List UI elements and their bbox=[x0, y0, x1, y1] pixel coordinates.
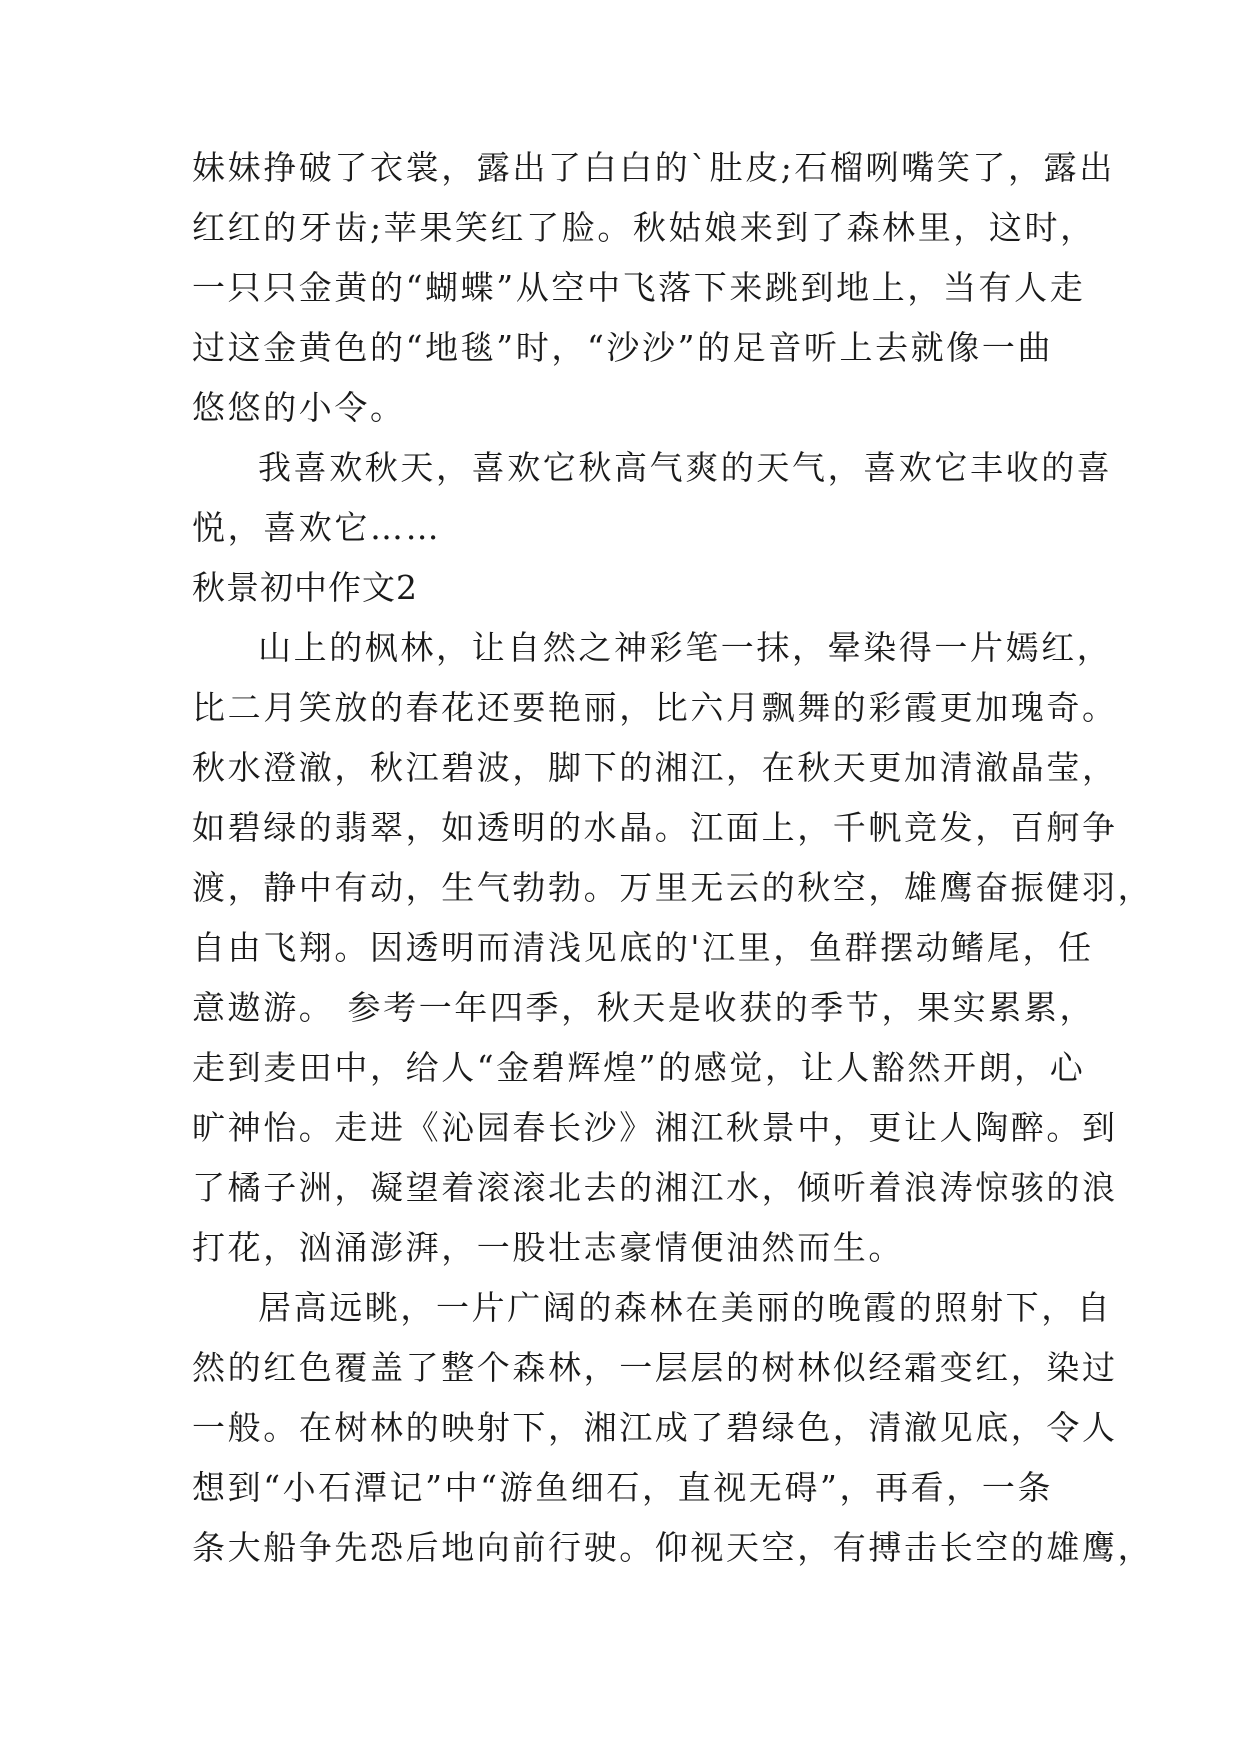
text-line: 如碧绿的翡翠，如透明的水晶。江面上，千帆竞发，百舸争 bbox=[192, 808, 1118, 847]
text-line: 悠悠的小令。 bbox=[192, 388, 406, 427]
text-line: 渡，静中有动，生气勃勃。万里无云的秋空，雄鹰奋振健羽， bbox=[192, 868, 1154, 907]
text-line: 走到麦田中，给人“金碧辉煌”的感觉，让人豁然开朗，心 bbox=[192, 1048, 1086, 1087]
text-line: 打花，汹涌澎湃，一股壮志豪情便油然而生。 bbox=[192, 1228, 904, 1267]
section-title: 秋景初中作文2 bbox=[192, 568, 418, 607]
text-line: 妹妹挣破了衣裳，露出了白白的`肚皮;石榴咧嘴笑了，露出 bbox=[192, 148, 1115, 187]
text-line: 红红的牙齿;苹果笑红了脸。秋姑娘来到了森林里，这时， bbox=[192, 208, 1096, 247]
text-line: 旷神怡。走进《沁园春长沙》湘江秋景中，更让人陶醉。到 bbox=[192, 1108, 1118, 1147]
text-line: 想到“小石潭记”中“游鱼细石，直视无碍”，再看，一条 bbox=[192, 1468, 1054, 1507]
text-line: 了橘子洲，凝望着滚滚北去的湘江水，倾听着浪涛惊骇的浪 bbox=[192, 1168, 1118, 1207]
text-line: 一只只金黄的“蝴蝶”从空中飞落下来跳到地上，当有人走 bbox=[192, 268, 1086, 307]
text-line: 自由飞翔。因透明而清浅见底的'江里，鱼群摆动鳍尾，任 bbox=[192, 928, 1094, 967]
text-line: 条大船争先恐后地向前行驶。仰视天空，有搏击长空的雄鹰， bbox=[192, 1528, 1154, 1567]
paragraph-first-line: 居高远眺，一片广阔的森林在美丽的晚霞的照射下，自 bbox=[258, 1288, 1113, 1327]
text-line: 然的红色覆盖了整个森林，一层层的树林似经霜变红，染过 bbox=[192, 1348, 1118, 1387]
text-line: 比二月笑放的春花还要艳丽，比六月飘舞的彩霞更加瑰奇。 bbox=[192, 688, 1118, 727]
paragraph-first-line: 我喜欢秋天，喜欢它秋高气爽的天气，喜欢它丰收的喜 bbox=[258, 448, 1113, 487]
text-line: 秋水澄澈，秋江碧波，脚下的湘江，在秋天更加清澈晶莹， bbox=[192, 748, 1118, 787]
text-line: 悦，喜欢它…… bbox=[192, 508, 442, 547]
text-line: 意遨游。 参考一年四季，秋天是收获的季节，果实累累， bbox=[192, 988, 1096, 1027]
text-line: 一般。在树林的映射下，湘江成了碧绿色，清澈见底，令人 bbox=[192, 1408, 1118, 1447]
paragraph-first-line: 山上的枫林，让自然之神彩笔一抹，晕染得一片嫣红， bbox=[258, 628, 1113, 667]
text-line: 过这金黄色的“地毯”时，“沙沙”的足音听上去就像一曲 bbox=[192, 328, 1054, 367]
